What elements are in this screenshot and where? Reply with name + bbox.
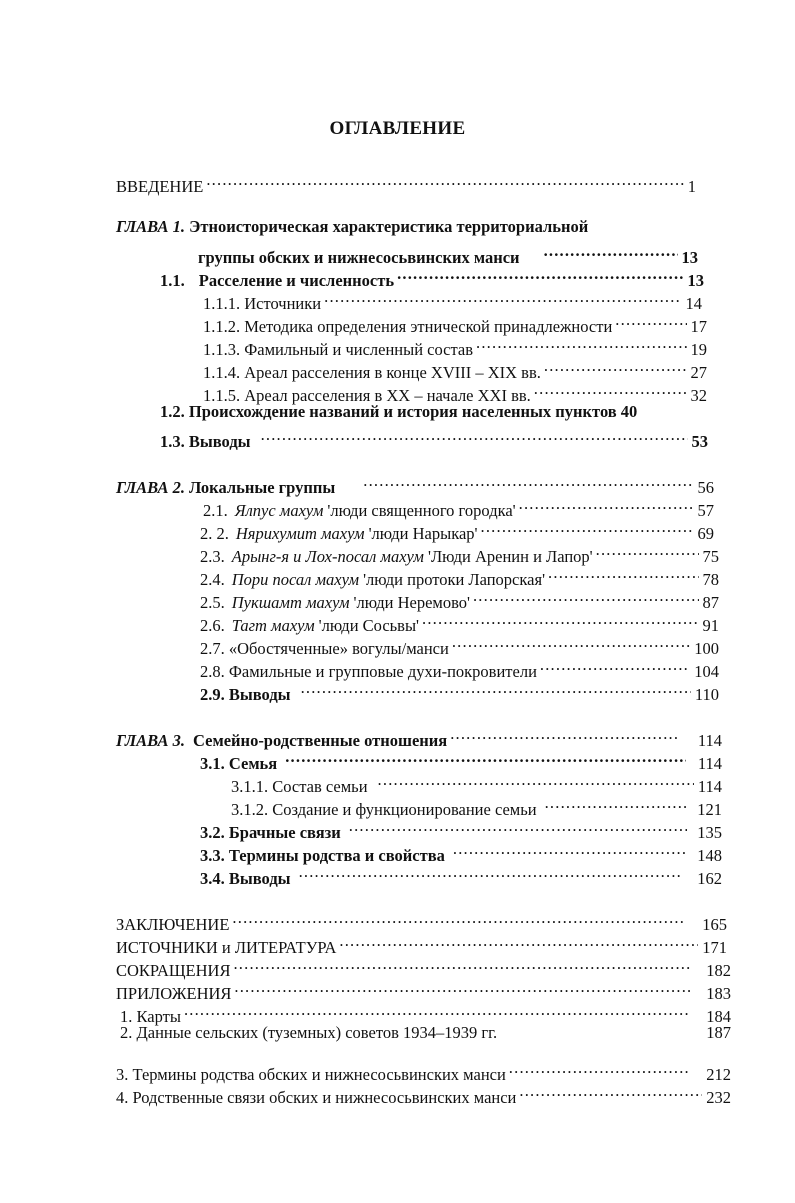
dot-leader <box>452 630 690 654</box>
toc-entry-1-1-1[interactable] <box>203 285 702 313</box>
page-number: 114 <box>697 731 722 750</box>
dot-leader <box>596 538 699 562</box>
entry-term: Пори посал махум <box>231 570 360 589</box>
entry-label: 3.1.1. Состав семьи <box>231 777 368 796</box>
entry-label: 1.2. Происхождение названий и история населенных пунктов <box>160 402 617 421</box>
section-number: 2. 2. <box>200 524 229 543</box>
section-number: 1.1. <box>160 271 185 290</box>
dot-leader <box>548 561 698 585</box>
page-number: 121 <box>697 800 722 819</box>
page-number: 17 <box>690 317 707 336</box>
chapter-title: Этноисторическая характеристика территориальной <box>189 217 589 236</box>
page-number: 13 <box>687 271 704 290</box>
toc-entry-introduction[interactable] <box>116 168 696 196</box>
page-number: 1 <box>687 177 696 196</box>
toc-entry-appendix-1[interactable] <box>120 998 731 1026</box>
page-number: 182 <box>706 961 731 980</box>
entry-label: 3.2. Брачные связи <box>200 823 341 842</box>
entry-label: 3.4. Выводы <box>200 869 291 888</box>
toc-entry-1-1-2[interactable] <box>203 308 707 336</box>
page-number: 91 <box>702 616 719 635</box>
entry-label: ВВЕДЕНИЕ <box>116 177 204 196</box>
entry-gloss: 'люди священного городка' <box>327 501 516 520</box>
dot-leader <box>232 906 686 930</box>
dot-leader <box>301 676 691 700</box>
page-number: 19 <box>690 340 707 359</box>
page-number: 183 <box>706 984 731 1003</box>
entry-label: ЗАКЛЮЧЕНИЕ <box>116 915 230 934</box>
page-number: 13 <box>681 248 698 267</box>
entry-term: Арынг-я и Лох-посал махум <box>231 547 424 566</box>
entry-label: 3.1.2. Создание и функционирование семьи <box>231 800 537 819</box>
dot-leader <box>324 285 681 309</box>
section-number: 2.6. <box>200 616 225 635</box>
entry-gloss: 'люди протоки Лапорская' <box>363 570 546 589</box>
dot-leader <box>473 584 699 608</box>
page-number: 114 <box>697 754 722 773</box>
toc-entry-2-2[interactable] <box>200 515 714 543</box>
entry-label: 3.3. Термины родства и свойства <box>200 846 445 865</box>
chapter1-heading[interactable] <box>116 215 588 239</box>
page-title: ОГЛАВЛЕНИЕ <box>329 118 466 139</box>
toc-entry-appendices[interactable] <box>116 975 731 1003</box>
entry-term: Ялпус махум <box>234 501 324 520</box>
entry-label: 1.1.4. Ареал расселения в конце XVIII – XIX вв. <box>203 363 541 382</box>
entry-label: 2.9. Выводы <box>200 685 291 704</box>
dot-leader <box>285 745 686 769</box>
toc-entry-1-2[interactable] <box>160 400 708 424</box>
page-number: 53 <box>691 432 708 451</box>
entry-label: 1.3. Выводы <box>160 432 251 451</box>
toc-entry-3-1[interactable] <box>200 745 722 773</box>
chapter-prefix: ГЛАВА 3. <box>116 731 186 750</box>
page-number: 110 <box>694 685 719 704</box>
entry-gloss: 'люди Нарыкар' <box>368 524 478 543</box>
entry-gloss: 'Люди Аренин и Лапор' <box>427 547 593 566</box>
toc-entry-2-3[interactable] <box>200 538 719 566</box>
page-number: 32 <box>690 386 707 405</box>
toc-entry-2-1[interactable] <box>203 492 714 520</box>
page-number: 165 <box>702 915 727 934</box>
toc-entry-2-6[interactable] <box>200 607 719 635</box>
dot-leader <box>519 492 694 516</box>
section-number: 2.4. <box>200 570 225 589</box>
chapter-title: Семейно-родственные отношения <box>193 731 448 750</box>
chapter-prefix: ГЛАВА 1. <box>116 217 186 236</box>
dot-leader <box>450 722 680 746</box>
dot-leader <box>234 975 690 999</box>
page-number: 69 <box>697 524 714 543</box>
page-number: 148 <box>697 846 722 865</box>
chapter-title: Локальные группы <box>189 478 336 497</box>
dot-leader <box>261 423 688 447</box>
entry-gloss: 'люди Сосьвы' <box>318 616 420 635</box>
dot-leader <box>476 331 686 355</box>
toc-entry-1-1[interactable] <box>160 262 704 290</box>
entry-label: 2.8. Фамильные и групповые духи-покровители <box>200 662 537 681</box>
page-number: 56 <box>697 478 714 497</box>
entry-gloss: 'люди Неремово' <box>353 593 470 612</box>
entry-label: 4. Родственные связи обских и нижнесосьвинских манси <box>116 1088 517 1107</box>
page-number: 78 <box>702 570 719 589</box>
dot-leader <box>519 1079 702 1103</box>
dot-leader <box>544 239 678 263</box>
dot-leader <box>184 998 690 1022</box>
dot-leader <box>540 653 690 677</box>
dot-leader <box>233 952 690 976</box>
page-number: 135 <box>697 823 722 842</box>
toc-entry-sources[interactable] <box>116 929 727 957</box>
chapter3-heading[interactable] <box>116 722 722 750</box>
page-number: 75 <box>702 547 719 566</box>
dot-leader <box>299 860 684 884</box>
page-number: 171 <box>702 938 727 957</box>
toc-entry-appendix-4[interactable] <box>116 1079 731 1107</box>
toc-entry-1-1-4[interactable] <box>203 354 707 382</box>
page-number: 232 <box>706 1088 731 1107</box>
dot-leader <box>339 929 698 953</box>
entry-term: Пукшамт махум <box>231 593 350 612</box>
entry-label: 2. Данные сельских (туземных) советов 1934–1939 гг. <box>120 1023 498 1042</box>
chapter-prefix: ГЛАВА 2. <box>116 478 186 497</box>
entry-label: 1.1.3. Фамильный и численный состав <box>203 340 474 359</box>
toc-entry-2-4[interactable] <box>200 561 719 589</box>
toc-entry-appendix-2[interactable] <box>120 1021 731 1045</box>
page-number: 104 <box>694 662 719 681</box>
chapter-title-cont: группы обских и нижнесосьвинских манси <box>198 248 520 267</box>
toc-entry-1-1-3[interactable] <box>203 331 707 359</box>
toc-entry-3-1-1[interactable] <box>231 768 722 796</box>
entry-label: СОКРАЩЕНИЯ <box>116 961 231 980</box>
page-number: 14 <box>685 294 702 313</box>
entry-label: ИСТОЧНИКИ и ЛИТЕРАТУРА <box>116 938 337 957</box>
dot-leader <box>481 515 694 539</box>
entry-term: Тагт махум <box>231 616 315 635</box>
toc-entry-1-1-5[interactable] <box>203 377 707 405</box>
dot-leader <box>509 1056 690 1080</box>
section-number: 2.3. <box>200 547 225 566</box>
section-number: 2.5. <box>200 593 225 612</box>
dot-leader <box>363 469 693 493</box>
entry-term: Нярихумит махум <box>235 524 365 543</box>
page-number: 162 <box>697 869 722 888</box>
toc-entry-2-9[interactable] <box>200 676 719 704</box>
entry-label: 1.1.1. Источники <box>203 294 322 313</box>
toc-entry-3-4[interactable] <box>200 860 722 888</box>
entry-label: 3.1. Семья <box>200 754 278 773</box>
toc-entry-3-2[interactable] <box>200 814 722 842</box>
toc-entry-2-5[interactable] <box>200 584 719 612</box>
page-number: 27 <box>690 363 707 382</box>
entry-label: 1.1.5. Ареал расселения в XX – начале XXI вв. <box>203 386 531 405</box>
toc-entry-2-7[interactable] <box>200 630 719 658</box>
toc-entry-abbreviations[interactable] <box>116 952 731 980</box>
dot-leader <box>206 168 683 192</box>
entry-label: ПРИЛОЖЕНИЯ <box>116 984 232 1003</box>
dot-leader <box>378 768 694 792</box>
entry-label: 1. Карты <box>120 1007 181 1026</box>
dot-leader <box>453 837 687 861</box>
entry-label: 1.1.2. Методика определения этнической принадлежности <box>203 317 613 336</box>
dot-leader <box>544 354 687 378</box>
entry-label: 3. Термины родства обских и нижнесосьвинских манси <box>116 1065 506 1084</box>
toc-entry-appendix-3[interactable] <box>116 1056 731 1084</box>
page-number: 184 <box>706 1007 731 1026</box>
page-number: 187 <box>706 1023 731 1042</box>
page-number: 87 <box>702 593 719 612</box>
page-number: 40 <box>620 402 638 421</box>
toc-entry-3-1-2[interactable] <box>231 791 722 819</box>
dot-leader <box>397 262 683 286</box>
dot-leader <box>534 377 687 401</box>
dot-leader <box>615 308 686 332</box>
entry-label: 2.7. «Обостяченные» вогулы/манси <box>200 639 449 658</box>
dot-leader <box>349 814 687 838</box>
toc-entry-1-3[interactable] <box>160 423 708 451</box>
section-number: 2.1. <box>203 501 228 520</box>
page-number: 114 <box>697 777 722 796</box>
chapter1-heading-line2[interactable] <box>198 239 698 267</box>
dot-leader <box>545 791 688 815</box>
toc-entry-2-8[interactable] <box>200 653 719 681</box>
page-number: 100 <box>694 639 719 658</box>
page-number: 212 <box>706 1065 731 1084</box>
toc-entry-3-3[interactable] <box>200 837 722 865</box>
page-number: 57 <box>697 501 714 520</box>
toc-entry-conclusion[interactable] <box>116 906 727 934</box>
dot-leader <box>422 607 698 631</box>
entry-label: Расселение и численность <box>198 271 395 290</box>
chapter2-heading[interactable] <box>116 469 714 497</box>
